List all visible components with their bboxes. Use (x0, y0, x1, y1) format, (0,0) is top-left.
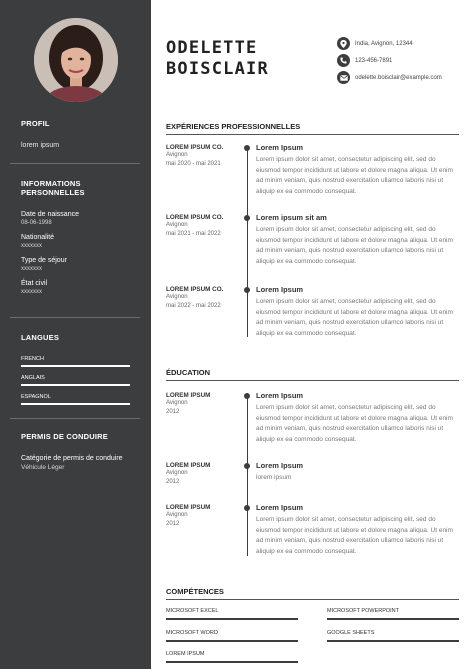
school-location: Avignon (166, 400, 188, 406)
skills-title: COMPÉTENCES (166, 587, 224, 596)
section-rule (166, 134, 459, 135)
languages-section (21, 333, 131, 405)
experience-meta (166, 214, 242, 239)
experience-meta (166, 144, 242, 169)
language-level-bar (21, 365, 130, 367)
degree-title: Lorem Ipsum (256, 503, 304, 512)
first-name: ODELETTE (166, 38, 258, 58)
job-dates: mai 2020 - mai 2021 (166, 161, 221, 167)
personal-label: Nationalité (21, 234, 55, 241)
profile-photo (34, 18, 118, 102)
profile-text: lorem ipsum (21, 142, 60, 149)
candidate-name (166, 38, 269, 80)
contact-phone (337, 54, 392, 67)
skill-name: MICROSOFT WORD (166, 630, 218, 636)
last-name: BOISCLAIR (166, 59, 269, 79)
degree-description: lorem ipsum (256, 474, 292, 481)
personal-label: Type de séjour (21, 257, 67, 264)
personal-label: État civil (21, 280, 48, 287)
language-item (21, 394, 131, 405)
skill-level-bar (327, 618, 459, 620)
personal-label: Date de naissance (21, 211, 79, 218)
license-value: Véhicule Léger (21, 464, 65, 471)
name-accent-bar (152, 36, 156, 80)
sidebar-divider (10, 317, 140, 318)
section-rule (166, 599, 459, 600)
skill-level-bar (166, 661, 298, 663)
school-year: 2012 (166, 479, 180, 485)
skill-item (166, 630, 298, 642)
job-description: Lorem ipsum dolor sit amet, consectetur adipiscing elit, sed do eiusmod tempor incididunt ut labore et dolore magna aliqua. Ut enim ad minim veniam, quis nostrud exercitation ullamco laboris nisi ut aliquip ex ea commodo consequat. (256, 298, 453, 337)
skill-name: GOOGLE SHEETS (327, 630, 375, 636)
language-name: FRENCH (21, 356, 44, 362)
education-meta (166, 392, 242, 417)
personal-item (21, 280, 131, 295)
personal-item (21, 257, 131, 272)
experience-detail (256, 143, 460, 197)
timeline-dot (244, 145, 250, 151)
school-year: 2012 (166, 521, 180, 527)
personal-value: xxxxxxx (21, 266, 42, 272)
skill-level-bar (166, 618, 298, 620)
experience-title: EXPÉRIENCES PROFESSIONNELLES (166, 122, 301, 131)
timeline-dot (244, 505, 250, 511)
job-location: Avignon (166, 222, 188, 228)
personal-info-section (21, 179, 131, 295)
education-meta (166, 462, 242, 487)
language-item (21, 375, 131, 386)
profile-section (21, 119, 131, 149)
skill-level-bar (327, 640, 459, 642)
skill-item (166, 651, 298, 663)
education-detail (256, 391, 460, 445)
education-timeline (247, 393, 248, 556)
school-location: Avignon (166, 470, 188, 476)
school-name: LOREM IPSUM (166, 392, 211, 399)
sidebar-divider (10, 418, 140, 419)
email-icon (337, 71, 350, 84)
contact-address (337, 37, 413, 50)
contact-email[interactable] (337, 71, 442, 84)
license-label: Catégorie de permis de conduire (21, 455, 123, 462)
skill-item (327, 630, 459, 642)
job-dates: mai 2021 - mai 2022 (166, 231, 221, 237)
job-title: Lorem Ipsum (256, 285, 304, 294)
sidebar-divider (10, 163, 140, 164)
experience-detail (256, 213, 460, 267)
timeline-dot (244, 463, 250, 469)
sidebar (0, 0, 151, 669)
skill-item (166, 608, 298, 620)
skill-level-bar (166, 640, 298, 642)
experience-detail (256, 285, 460, 339)
location-pin-icon (337, 37, 350, 50)
section-rule (166, 380, 459, 381)
languages-title: LANGUES (21, 333, 60, 342)
language-level-bar (21, 403, 130, 405)
education-detail (256, 461, 460, 484)
job-dates: mai 2022 - mai 2022 (166, 303, 221, 309)
school-location: Avignon (166, 512, 188, 518)
language-name: ESPAGNOL (21, 394, 51, 400)
degree-title: Lorem Ipsum (256, 461, 304, 470)
job-title: Lorem Ipsum (256, 143, 304, 152)
skill-name: LOREM IPSUM (166, 651, 205, 657)
timeline-dot (244, 215, 250, 221)
skill-name: MICROSOFT EXCEL (166, 608, 219, 614)
email-text[interactable]: odelette.boisclair@example.com (355, 74, 442, 81)
company-name: LOREM IPSUM CO. (166, 286, 224, 293)
job-description: Lorem ipsum dolor sit amet, consectetur adipiscing elit, sed do eiusmod tempor incididunt ut labore et dolore magna aliqua. Ut enim ad minim veniam, quis nostrud exercitation ullamco laboris nisi ut aliquip ex ea commodo consequat. (256, 226, 453, 265)
phone-icon (337, 54, 350, 67)
skill-name: MICROSOFT POWERPOINT (327, 608, 400, 614)
job-location: Avignon (166, 152, 188, 158)
education-detail (256, 503, 460, 557)
personal-value: xxxxxxx (21, 289, 42, 295)
language-level-bar (21, 384, 130, 386)
company-name: LOREM IPSUM CO. (166, 144, 224, 151)
job-location: Avignon (166, 294, 188, 300)
degree-description: Lorem ipsum dolor sit amet, consectetur adipiscing elit, sed do eiusmod tempor incididunt ut labore et dolore magna aliqua. Ut enim ad minim veniam, quis nostrud exercitation ullamco laboris nisi ut aliquip ex ea commodo consequat. (256, 404, 453, 443)
phone-text: 123-456-7891 (355, 57, 393, 64)
profile-title: PROFIL (21, 119, 50, 128)
job-description: Lorem ipsum dolor sit amet, consectetur adipiscing elit, sed do eiusmod tempor incididunt ut labore et dolore magna aliqua. Ut enim ad minim veniam, quis nostrud exercitation ullamco laboris nisi ut aliquip ex ea commodo consequat. (256, 156, 453, 195)
license-title: PERMIS DE CONDUIRE (21, 432, 108, 441)
language-item (21, 356, 131, 367)
personal-value: xxxxxxx (21, 243, 42, 249)
personal-item (21, 211, 131, 226)
personal-value: 08-06-1998 (21, 220, 52, 226)
degree-title: Lorem Ipsum (256, 391, 304, 400)
job-title: Lorem ipsum sit am (256, 213, 327, 222)
language-name: ANGLAIS (21, 375, 45, 381)
school-year: 2012 (166, 409, 180, 415)
timeline-dot (244, 393, 250, 399)
personal-item (21, 234, 131, 249)
experience-meta (166, 286, 242, 311)
school-name: LOREM IPSUM (166, 462, 211, 469)
license-section (21, 432, 131, 471)
personal-info-title: INFORMATIONS PERSONNELLES (21, 179, 85, 197)
education-meta (166, 504, 242, 529)
timeline-dot (244, 287, 250, 293)
school-name: LOREM IPSUM (166, 504, 211, 511)
address-text: India, Avignon, 12344 (355, 40, 413, 47)
company-name: LOREM IPSUM CO. (166, 214, 224, 221)
education-title: ÉDUCATION (166, 368, 211, 377)
experience-timeline (247, 148, 248, 337)
degree-description: Lorem ipsum dolor sit amet, consectetur adipiscing elit, sed do eiusmod tempor incididunt ut labore et dolore magna aliqua. Ut enim ad minim veniam, quis nostrud exercitation ullamco laboris nisi ut aliquip ex ea commodo consequat. (256, 516, 453, 555)
skill-item (327, 608, 459, 620)
portrait-photo-illustration (34, 18, 118, 102)
